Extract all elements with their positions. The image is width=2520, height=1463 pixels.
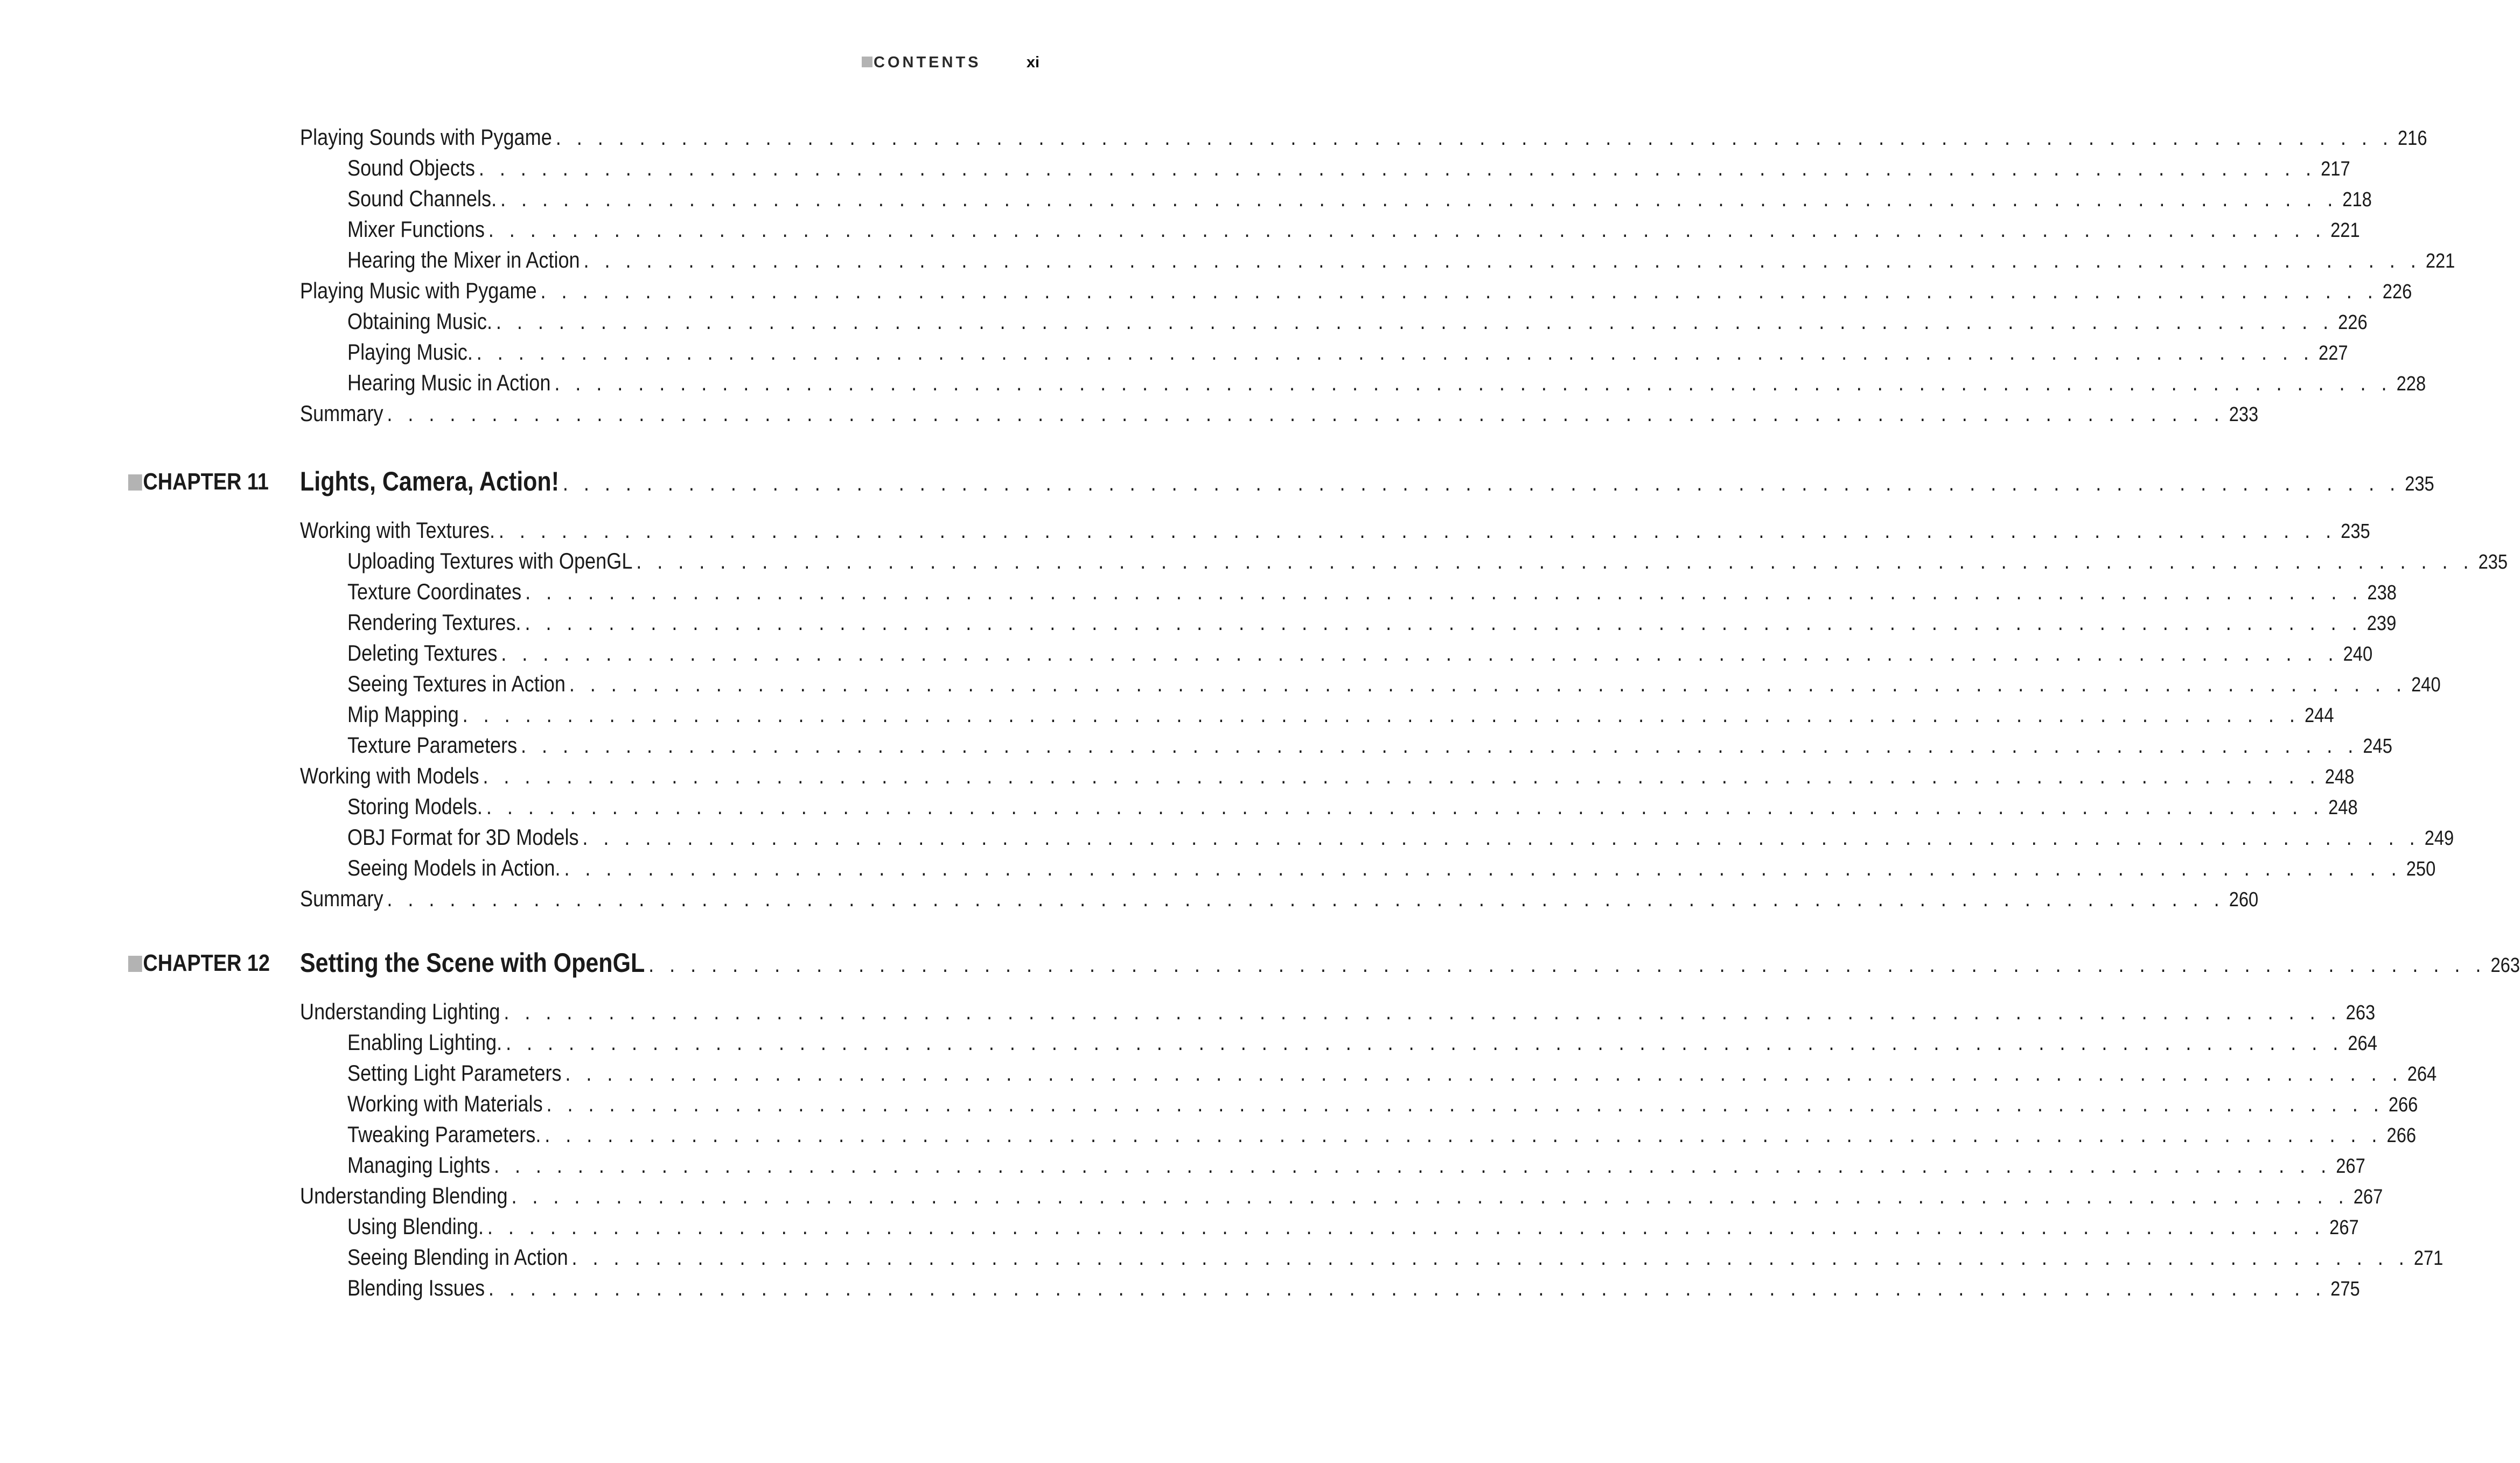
toc-entry[interactable] (347, 699, 2334, 730)
toc-entry-title: Hearing the Mixer in Action (347, 247, 580, 272)
toc-page-number: 244 (2304, 704, 2334, 727)
chapter-number: CHAPTER 12 (143, 950, 270, 976)
toc-entry[interactable] (347, 1058, 2437, 1088)
toc-entry[interactable] (347, 852, 2436, 883)
toc-entry-title: Playing Music with Pygame (300, 278, 537, 303)
toc-entry[interactable] (347, 1242, 2444, 1272)
toc-page-number: 238 (2367, 582, 2397, 604)
toc-entry-title: Playing Music. (347, 339, 473, 365)
dot-leader: . . . . . . . . . . . . . . . . . . . . . . . . . . . . . . . . . . . . . . . . . . . . . . . . . . . . . . . . . . . . . . . . . . . . . . . . . . . . . . . . . . . . . . . . (583, 247, 2421, 272)
toc-entry[interactable] (300, 275, 2412, 306)
chapter-number: CHAPTER 11 (143, 468, 269, 495)
dot-leader: . . . . . . . . . . . . . . . . . . . . . . . . . . . . . . . . . . . . . . . . . . . . . . . . . . . . . . . . . . . . . . . . . . . . . . . . . . . . . . . . . . . . . . . . (555, 124, 2393, 150)
dot-leader: . . . . . . . . . . . . . . . . . . . . . . . . . . . . . . . . . . . . . . . . . . . . . . . . . . . . . . . . . . . . . . . . . . . . . . . . . . . . . . . . . . . . . . . . (488, 1275, 2326, 1300)
chapter-title-row[interactable] (300, 466, 2434, 497)
toc-entry-title: Rendering Textures. (347, 610, 521, 635)
toc-entry-title: Understanding Blending (300, 1183, 508, 1208)
toc-entry-title: Summary (300, 401, 383, 426)
dot-leader: . . . . . . . . . . . . . . . . . . . . . . . . . . . . . . . . . . . . . . . . . . . . . . . . . . . . . . . . . . . . . . . . . . . . . . . . . . . . . . . . . . . . . . . . (525, 610, 2363, 635)
toc-entry-title: Managing Lights (347, 1152, 491, 1178)
toc-entry-title: Seeing Blending in Action (347, 1244, 568, 1270)
dot-leader: . . . . . . . . . . . . . . . . . . . . . . . . . . . . . . . . . . . . . . . . . . . . . . . . . . . . . . . . . . . . . . . . . . . . . . . . . . . . . . . . . . . . . . . . (476, 339, 2314, 365)
toc-entry[interactable] (347, 367, 2426, 398)
toc-page-number: 235 (2478, 551, 2508, 573)
toc-page-number: 249 (2424, 827, 2454, 850)
toc-entry-title: Working with Materials (347, 1091, 543, 1116)
toc-page-number: 227 (2319, 342, 2348, 365)
toc-entry[interactable] (300, 883, 2259, 914)
toc-entry-title: Sound Objects (347, 155, 475, 180)
toc-entry[interactable] (300, 122, 2427, 152)
square-bullet-icon (862, 57, 872, 67)
toc-entry-title: Uploading Textures with OpenGL (347, 548, 633, 573)
dot-leader: . . . . . . . . . . . . . . . . . . . . . . . . . . . . . . . . . . . . . . . . . . . . . . . . . . . . . . . . . . . . . . . . . . . . . . . . . . . . . . . . . . . . . . . . (540, 278, 2378, 303)
toc-entry[interactable] (347, 244, 2455, 275)
dot-leader: . . . . . . . . . . . . . . . . . . . . . . . . . . . . . . . . . . . . . . . . . . . . . . . . . . . . . . . . . . . . . . . . . . . . . . . . . . . . . . . . . . . . . . . . (564, 855, 2402, 880)
dot-leader: . . . . . . . . . . . . . . . . . . . . . . . . . . . . . . . . . . . . . . . . . . . . . . . . . . . . . . . . . . . . . . . . . . . . . . . . . . . . . . . . . . . . . . . . (500, 186, 2338, 211)
toc-page-number: 271 (2413, 1247, 2444, 1270)
dot-leader: . . . . . . . . . . . . . . . . . . . . . . . . . . . . . . . . . . . . . . . . . . . . . . . . . . . . . . . . . . . . . . . . . . . . . . . . . . . . . . . . . . . . . . . . (387, 401, 2225, 426)
toc-page-number: 239 (2367, 612, 2397, 635)
square-bullet-icon (128, 956, 142, 972)
toc-entry[interactable] (347, 1088, 2418, 1119)
toc-entry[interactable] (347, 791, 2358, 822)
dot-leader: . . . . . . . . . . . . . . . . . . . . . . . . . . . . . . . . . . . . . . . . . . . . . . . . . . . . . . . . . . . . . . . . . . . . . . . . . . . . . . . . . . . . . . . . (486, 794, 2324, 819)
toc-entry[interactable] (347, 1027, 2377, 1058)
toc-entry[interactable] (300, 515, 2370, 545)
toc-page-number: 266 (2388, 1094, 2418, 1116)
dot-leader: . . . . . . . . . . . . . . . . . . . . . . . . . . . . . . . . . . . . . . . . . . . . . . . . . . . . . . . . . . . . . . . . . . . . . . . . . . . . . . . . . . . . . . . . (498, 517, 2336, 543)
toc-page-number: 226 (2338, 311, 2368, 334)
toc-entry[interactable] (347, 183, 2372, 214)
chapter-label (128, 948, 270, 978)
toc-page-number: 245 (2363, 735, 2392, 758)
toc-page-number: 267 (2336, 1155, 2365, 1178)
toc-page-number: 233 (2229, 403, 2259, 426)
toc-entry[interactable] (347, 730, 2392, 760)
toc-page-number: 226 (2382, 281, 2412, 303)
toc-entry-title: Deleting Textures (347, 640, 498, 666)
dot-leader: . . . . . . . . . . . . . . . . . . . . . . . . . . . . . . . . . . . . . . . . . . . . . . . . . . . . . . . . . . . . . . . . . . . . . . . . . . . . . . . . . . . . . . . . (483, 763, 2321, 788)
toc-entry-title: Setting Light Parameters (347, 1060, 562, 1086)
toc-entry[interactable] (347, 607, 2397, 638)
dot-leader: . . . . . . . . . . . . . . . . . . . . . . . . . . . . . . . . . . . . . . . . . . . . . . . . . . . . . . . . . . . . . . . . . . . . . . . . . . . . . . . . . . . . . . . . (493, 1152, 2331, 1178)
running-head (862, 52, 1045, 73)
toc-entry-title: Mip Mapping (347, 702, 459, 727)
chapter-label (128, 466, 269, 497)
toc-entry-title: OBJ Format for 3D Models (347, 824, 579, 850)
toc-entry-title: Blending Issues (347, 1275, 485, 1300)
toc-entry[interactable] (347, 1272, 2360, 1303)
toc-page-number: 221 (2330, 219, 2360, 242)
toc-entry[interactable] (300, 996, 2376, 1027)
toc-page-number: 267 (2329, 1216, 2359, 1239)
toc-entry-title: Using Blending. (347, 1214, 484, 1239)
toc-entry-title: Sound Channels. (347, 186, 497, 211)
toc-entry[interactable] (347, 337, 2348, 367)
toc-entry-title: Understanding Lighting (300, 999, 500, 1024)
toc-page-number: 264 (2407, 1063, 2437, 1086)
dot-leader: . . . . . . . . . . . . . . . . . . . . . . . . . . . . . . . . . . . . . . . . . . . . . . . . . . . . . . . . . . . . . . . . . . . . . . . . . . . . . . . . . . . . . . . . (462, 702, 2300, 727)
toc-entry-title: Tweaking Parameters. (347, 1122, 541, 1147)
toc-entry-title: Seeing Textures in Action (347, 671, 566, 696)
dot-leader: . . . . . . . . . . . . . . . . . . . . . . . . . . . . . . . . . . . . . . . . . . . . . . . . . . . . . . . . . . . . . . . . . . . . . . . . . . . . . . . . . . . . . . . . (569, 671, 2407, 696)
toc-entry[interactable] (347, 1119, 2417, 1150)
toc-entry-title: Hearing Music in Action (347, 370, 551, 395)
toc-page-number: 228 (2396, 373, 2426, 395)
section-label: CONTENTS (874, 54, 981, 71)
toc-entry[interactable] (347, 1211, 2359, 1242)
toc-page-number: 260 (2229, 888, 2259, 911)
toc-entry[interactable] (347, 214, 2360, 244)
chapter-title: Setting the Scene with OpenGL (300, 948, 645, 978)
dot-leader: . . . . . . . . . . . . . . . . . . . . . . . . . . . . . . . . . . . . . . . . . . . . . . . . . . . . . . . . . . . . . . . . . . . . . . . . . . . . . . . . . . . . . . . . (582, 824, 2420, 850)
toc-entry-title: Enabling Lighting. (347, 1030, 502, 1055)
toc-page-number: 250 (2406, 858, 2436, 880)
toc-entry-title: Texture Parameters (347, 732, 518, 758)
toc-entry-title: Texture Coordinates (347, 579, 522, 604)
toc-entry[interactable] (347, 822, 2454, 852)
dot-leader: . . . . . . . . . . . . . . . . . . . . . . . . . . . . . . . . . . . . . . . . . . . . . . . . . . . . . . . . . . . . . . . . . . . . . . . . . . . . . . . . . . . . . . . . (648, 951, 2486, 977)
dot-leader: . . . . . . . . . . . . . . . . . . . . . . . . . . . . . . . . . . . . . . . . . . . . . . . . . . . . . . . . . . . . . . . . . . . . . . . . . . . . . . . . . . . . . . . . (521, 732, 2358, 758)
toc-page-number: 240 (2343, 643, 2373, 666)
dot-leader: . . . . . . . . . . . . . . . . . . . . . . . . . . . . . . . . . . . . . . . . . . . . . . . . . . . . . . . . . . . . . . . . . . . . . . . . . . . . . . . . . . . . . . . . (525, 579, 2363, 604)
dot-leader: . . . . . . . . . . . . . . . . . . . . . . . . . . . . . . . . . . . . . . . . . . . . . . . . . . . . . . . . . . . . . . . . . . . . . . . . . . . . . . . . . . . . . . . . (562, 470, 2400, 495)
toc-entry-title: Working with Models (300, 763, 479, 788)
dot-leader: . . . . . . . . . . . . . . . . . . . . . . . . . . . . . . . . . . . . . . . . . . . . . . . . . . . . . . . . . . . . . . . . . . . . . . . . . . . . . . . . . . . . . . . . (554, 370, 2392, 395)
dot-leader: . . . . . . . . . . . . . . . . . . . . . . . . . . . . . . . . . . . . . . . . . . . . . . . . . . . . . . . . . . . . . . . . . . . . . . . . . . . . . . . . . . . . . . . . (501, 640, 2338, 666)
dot-leader: . . . . . . . . . . . . . . . . . . . . . . . . . . . . . . . . . . . . . . . . . . . . . . . . . . . . . . . . . . . . . . . . . . . . . . . . . . . . . . . . . . . . . . . . (488, 216, 2326, 242)
dot-leader: . . . . . . . . . . . . . . . . . . . . . . . . . . . . . . . . . . . . . . . . . . . . . . . . . . . . . . . . . . . . . . . . . . . . . . . . . . . . . . . . . . . . . . . . (478, 155, 2316, 180)
toc-page-number: 235 (2341, 520, 2370, 543)
toc-entry-title: Playing Sounds with Pygame (300, 124, 552, 150)
dot-leader: . . . . . . . . . . . . . . . . . . . . . . . . . . . . . . . . . . . . . . . . . . . . . . . . . . . . . . . . . . . . . . . . . . . . . . . . . . . . . . . . . . . . . . . . (546, 1091, 2384, 1116)
toc-entry-title: Obtaining Music. (347, 309, 493, 334)
dot-leader: . . . . . . . . . . . . . . . . . . . . . . . . . . . . . . . . . . . . . . . . . . . . . . . . . . . . . . . . . . . . . . . . . . . . . . . . . . . . . . . . . . . . . . . . (495, 309, 2334, 334)
toc-entry-title: Seeing Models in Action. (347, 855, 561, 880)
toc-entry[interactable] (347, 152, 2350, 183)
square-bullet-icon (128, 474, 142, 491)
toc-page-number: 221 (2425, 250, 2455, 272)
chapter-title: Lights, Camera, Action! (300, 466, 560, 496)
toc-entry[interactable] (347, 576, 2397, 607)
toc-entry[interactable] (347, 306, 2368, 337)
toc-entry-title: Storing Models. (347, 794, 483, 819)
toc-entry[interactable] (300, 398, 2259, 429)
toc-entry-title: Mixer Functions (347, 216, 485, 242)
toc-page-number: 267 (2353, 1186, 2383, 1208)
dot-leader: . . . . . . . . . . . . . . . . . . . . . . . . . . . . . . . . . . . . . . . . . . . . . . . . . . . . . . . . . . . . . . . . . . . . . . . . . . . . . . . . . . . . . . . . (571, 1244, 2410, 1270)
toc-entry-title: Summary (300, 886, 383, 911)
toc-page-number: 263 (2490, 954, 2520, 977)
toc-page-number: 264 (2348, 1032, 2377, 1055)
dot-leader: . . . . . . . . . . . . . . . . . . . . . . . . . . . . . . . . . . . . . . . . . . . . . . . . . . . . . . . . . . . . . . . . . . . . . . . . . . . . . . . . . . . . . . . . (387, 886, 2225, 911)
toc-entry-title: Working with Textures. (300, 517, 495, 543)
toc-page-number: 263 (2346, 1002, 2376, 1024)
dot-leader: . . . . . . . . . . . . . . . . . . . . . . . . . . . . . . . . . . . . . . . . . . . . . . . . . . . . . . . . . . . . . . . . . . . . . . . . . . . . . . . . . . . . . . . . (636, 548, 2474, 573)
toc-page-number: 218 (2342, 188, 2372, 211)
toc-entry[interactable] (300, 1180, 2383, 1211)
toc-page-number: 216 (2397, 127, 2427, 150)
toc-page-number: 240 (2411, 674, 2441, 696)
dot-leader: . . . . . . . . . . . . . . . . . . . . . . . . . . . . . . . . . . . . . . . . . . . . . . . . . . . . . . . . . . . . . . . . . . . . . . . . . . . . . . . . . . . . . . . . (506, 1030, 2343, 1055)
dot-leader: . . . . . . . . . . . . . . . . . . . . . . . . . . . . . . . . . . . . . . . . . . . . . . . . . . . . . . . . . . . . . . . . . . . . . . . . . . . . . . . . . . . . . . . . (511, 1183, 2349, 1208)
toc-page-number: 217 (2321, 158, 2350, 180)
toc-entry[interactable] (347, 638, 2373, 668)
toc-page-number: 248 (2328, 796, 2358, 819)
page-number: xi (1026, 54, 1039, 71)
dot-leader: . . . . . . . . . . . . . . . . . . . . . . . . . . . . . . . . . . . . . . . . . . . . . . . . . . . . . . . . . . . . . . . . . . . . . . . . . . . . . . . . . . . . . . . . (565, 1060, 2403, 1086)
chapter-title-row[interactable] (300, 948, 2520, 978)
toc-entry[interactable] (300, 760, 2355, 791)
toc-page-number: 275 (2330, 1278, 2360, 1300)
toc-page-number: 248 (2324, 766, 2355, 788)
toc-page-number: 266 (2386, 1124, 2417, 1147)
dot-leader: . . . . . . . . . . . . . . . . . . . . . . . . . . . . . . . . . . . . . . . . . . . . . . . . . . . . . . . . . . . . . . . . . . . . . . . . . . . . . . . . . . . . . . . . (504, 999, 2342, 1024)
toc-entry[interactable] (347, 1150, 2365, 1180)
dot-leader: . . . . . . . . . . . . . . . . . . . . . . . . . . . . . . . . . . . . . . . . . . . . . . . . . . . . . . . . . . . . . . . . . . . . . . . . . . . . . . . . . . . . . . . . (487, 1214, 2325, 1239)
dot-leader: . . . . . . . . . . . . . . . . . . . . . . . . . . . . . . . . . . . . . . . . . . . . . . . . . . . . . . . . . . . . . . . . . . . . . . . . . . . . . . . . . . . . . . . . (545, 1122, 2382, 1147)
toc-page-number: 235 (2405, 473, 2434, 495)
toc-entry[interactable] (347, 545, 2508, 576)
toc-entry[interactable] (347, 668, 2441, 699)
